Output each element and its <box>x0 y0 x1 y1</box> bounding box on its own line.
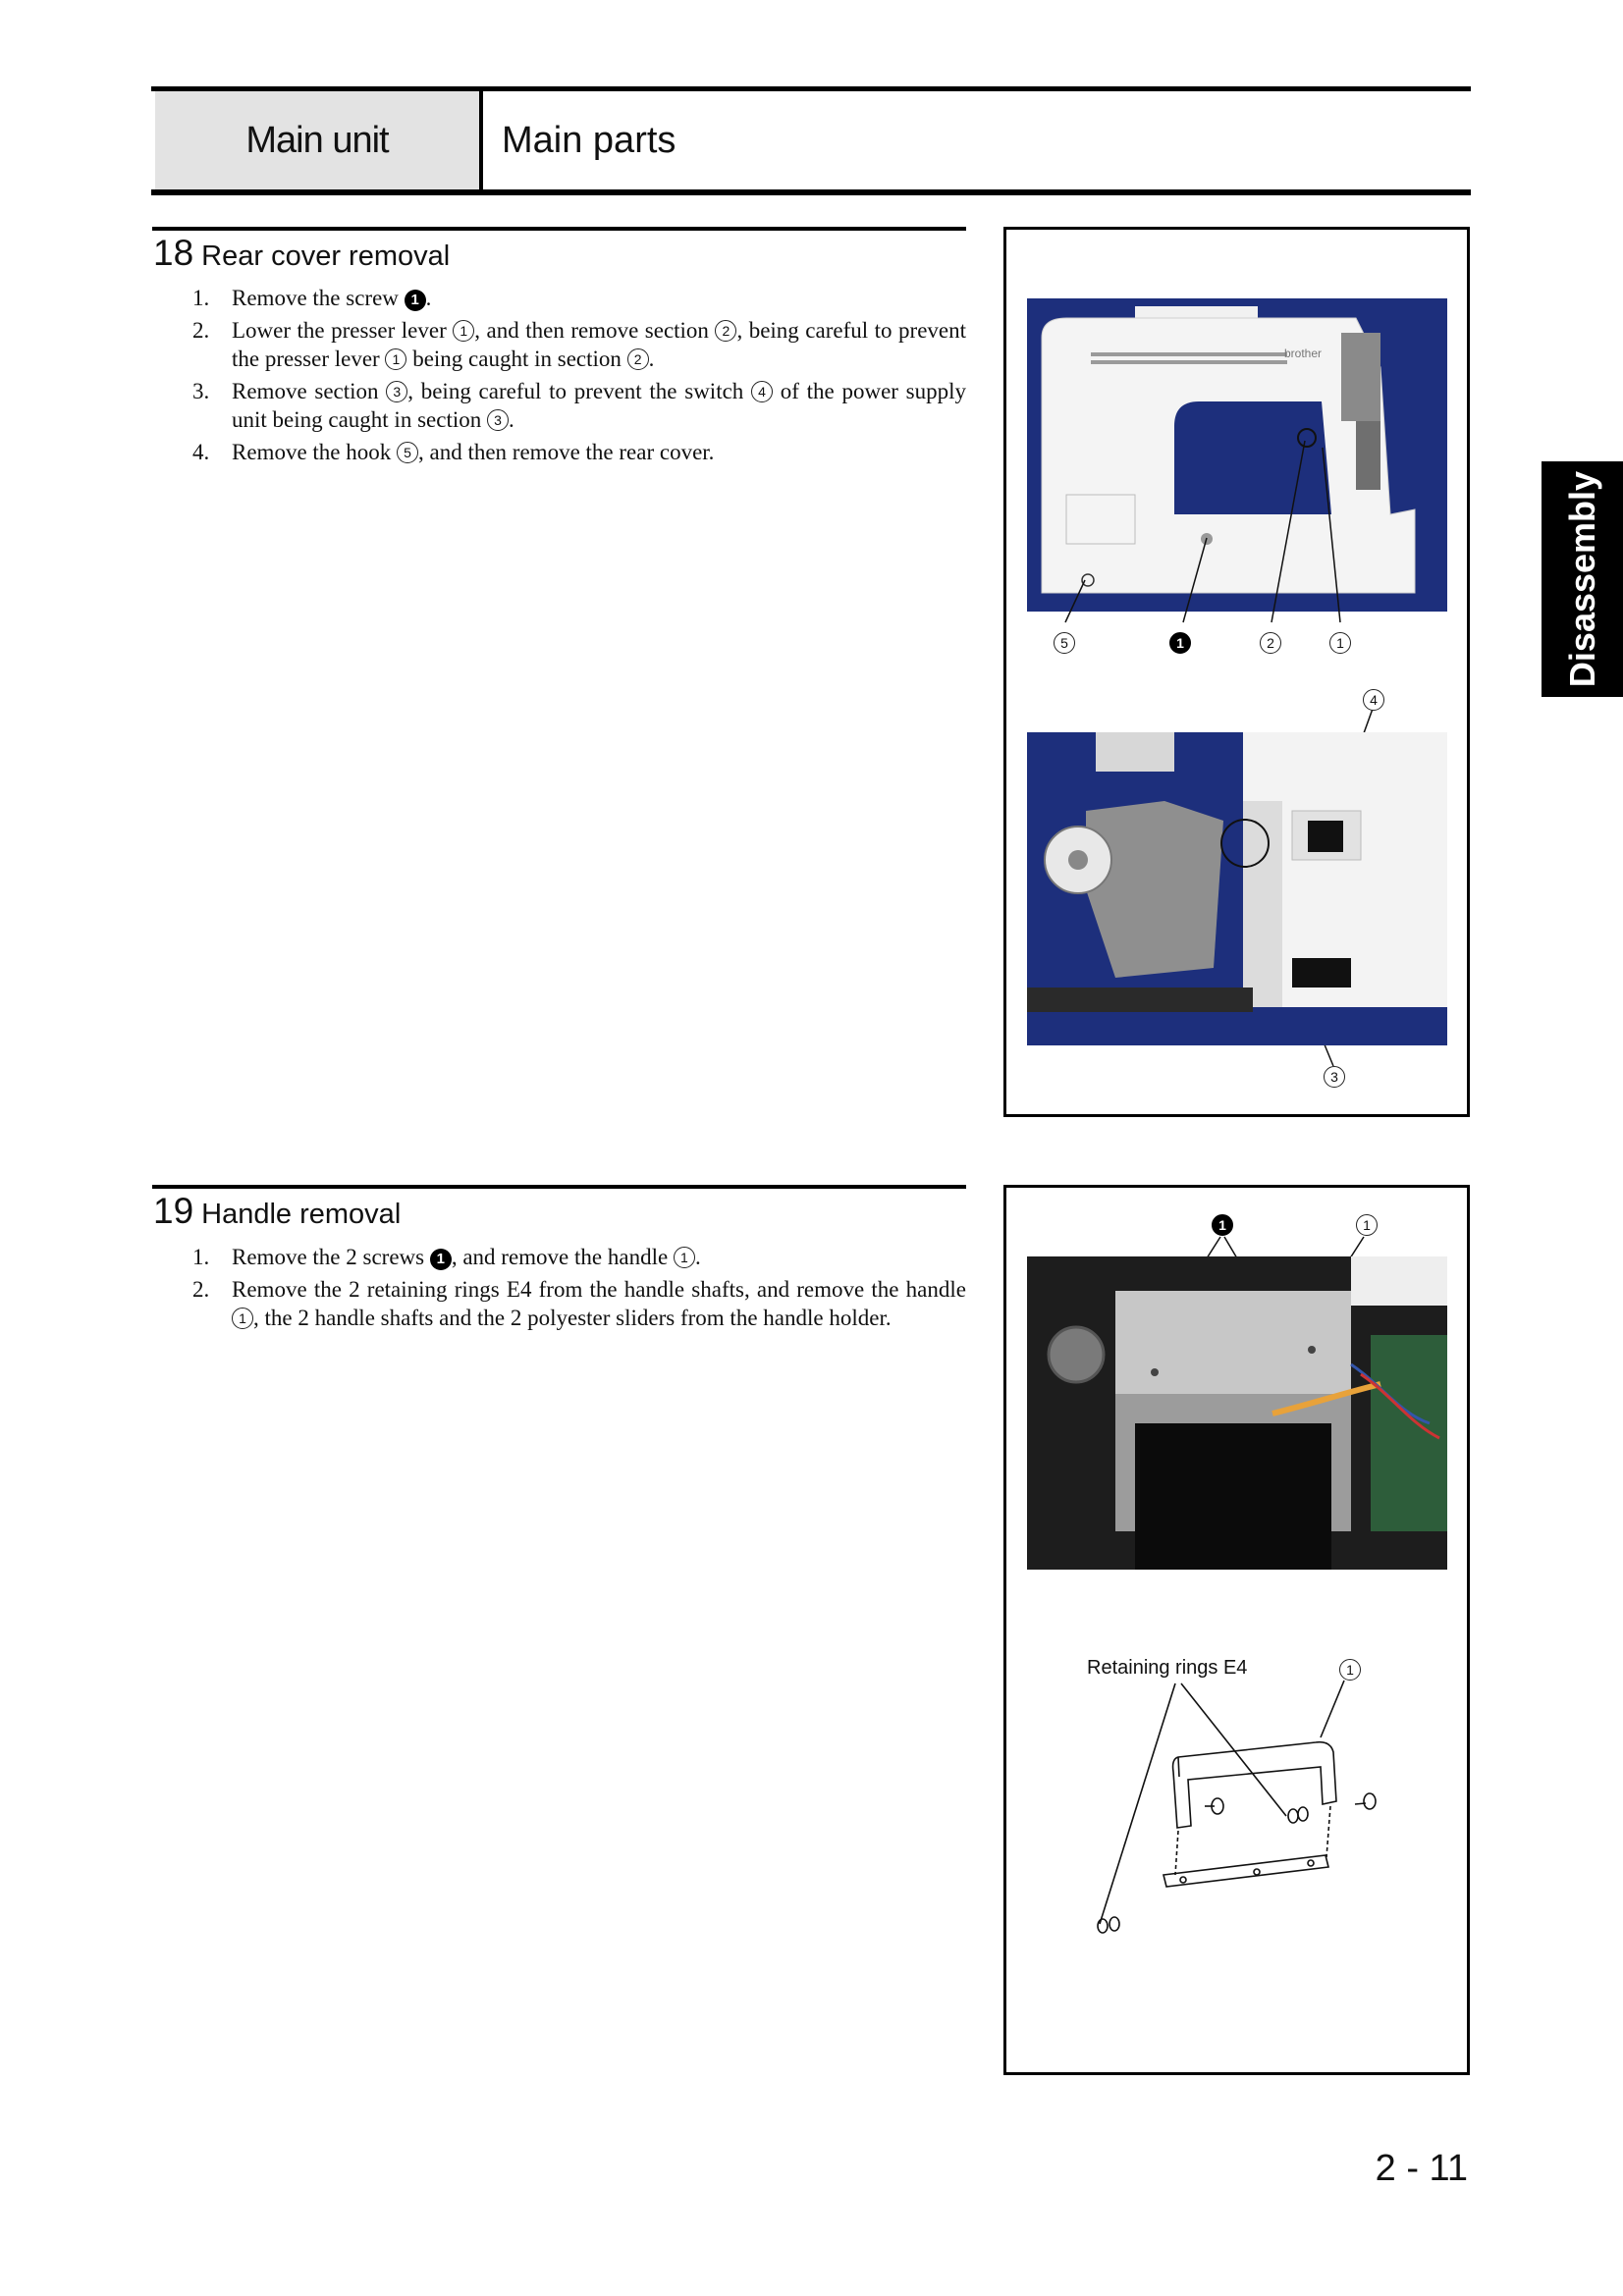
section-18-number: 18 <box>153 233 194 273</box>
section-19-figure <box>1003 1185 1470 2075</box>
step-text: Remove the 2 screws 1 , and remove the handle 1 . <box>232 1245 701 1269</box>
callout-1: 1 <box>1329 632 1351 654</box>
handle-exploded-diagram <box>1006 1188 1473 2078</box>
header-unit-label: Main unit <box>245 119 389 161</box>
step-item <box>153 284 966 312</box>
callout-4: 4 <box>1363 689 1384 711</box>
step-text: Remove the hook 5 , and then remove the rear cover. <box>232 440 715 464</box>
section-18-figure <box>1003 227 1470 1117</box>
step-item <box>153 1243 966 1271</box>
page-number: 2 - 11 <box>1375 2148 1468 2189</box>
screw-ref: 1 <box>430 1249 452 1270</box>
callout-ref: 1 <box>674 1247 695 1268</box>
section-19-rule <box>152 1185 966 1189</box>
step-item <box>153 1275 966 1332</box>
section-19-number: 19 <box>153 1191 194 1231</box>
step-number: 4. <box>192 440 210 464</box>
step-number: 2. <box>192 318 210 343</box>
callout-5: 5 <box>1054 632 1075 654</box>
section-19-heading <box>153 1191 401 1232</box>
section-19-steps <box>153 1243 966 1336</box>
callout-screws: 1 <box>1212 1214 1233 1236</box>
step-text: Remove section 3 , being careful to prevent the switch 4 of the power supply unit being caught in section 3 . <box>232 379 967 432</box>
header-bottom-rule <box>151 189 1471 195</box>
step-text: Remove the screw 1 . <box>232 286 432 310</box>
step-item <box>153 377 966 434</box>
step-number: 3. <box>192 379 210 403</box>
callout-handle-diagram: 1 <box>1339 1659 1361 1681</box>
screw-ref: 1 <box>405 290 426 311</box>
step-item <box>153 438 966 466</box>
callout-ref: 1 <box>232 1308 253 1329</box>
section-18-steps <box>153 284 966 470</box>
step-item <box>153 316 966 373</box>
step-number: 1. <box>192 1245 210 1269</box>
step-number: 2. <box>192 1277 210 1302</box>
step-number: 1. <box>192 286 210 310</box>
callout-ref: 2 <box>715 320 736 342</box>
callout-ref: 4 <box>751 381 773 402</box>
step-text: Remove the 2 retaining rings E4 from the handle shafts, and remove the handle 1 , the 2 handle shafts and the 2 polyester sliders from the handle holder. <box>232 1277 966 1330</box>
brand-text: brother <box>1284 347 1323 360</box>
diagram-label: Retaining rings E4 <box>1087 1657 1248 1679</box>
header-section-label: Main parts <box>502 119 676 161</box>
callout-ref: 1 <box>385 348 406 370</box>
callout-ref: 3 <box>386 381 407 402</box>
callout-ref: 2 <box>627 348 649 370</box>
callout-ref: 3 <box>487 409 509 431</box>
callout-ref: 5 <box>397 442 418 463</box>
section-19-title: Handle removal <box>201 1199 402 1230</box>
step-text: Lower the presser lever 1 , and then remove section 2 , being careful to prevent the presser lever 1 being caught in section 2 . <box>232 318 967 371</box>
callout-ref: 1 <box>453 320 474 342</box>
side-tab <box>1542 461 1623 697</box>
section-18-title: Rear cover removal <box>201 240 451 272</box>
side-tab-label: Disassembly <box>1561 470 1602 688</box>
header-divider <box>479 91 483 189</box>
callout-2: 2 <box>1260 632 1281 654</box>
power-unit-photo <box>1027 732 1447 1045</box>
callout-handle: 1 <box>1356 1214 1378 1236</box>
section-18-rule <box>152 227 966 231</box>
callout-screw: 1 <box>1169 632 1191 654</box>
callout-3: 3 <box>1324 1066 1345 1088</box>
section-18-heading <box>153 233 450 274</box>
